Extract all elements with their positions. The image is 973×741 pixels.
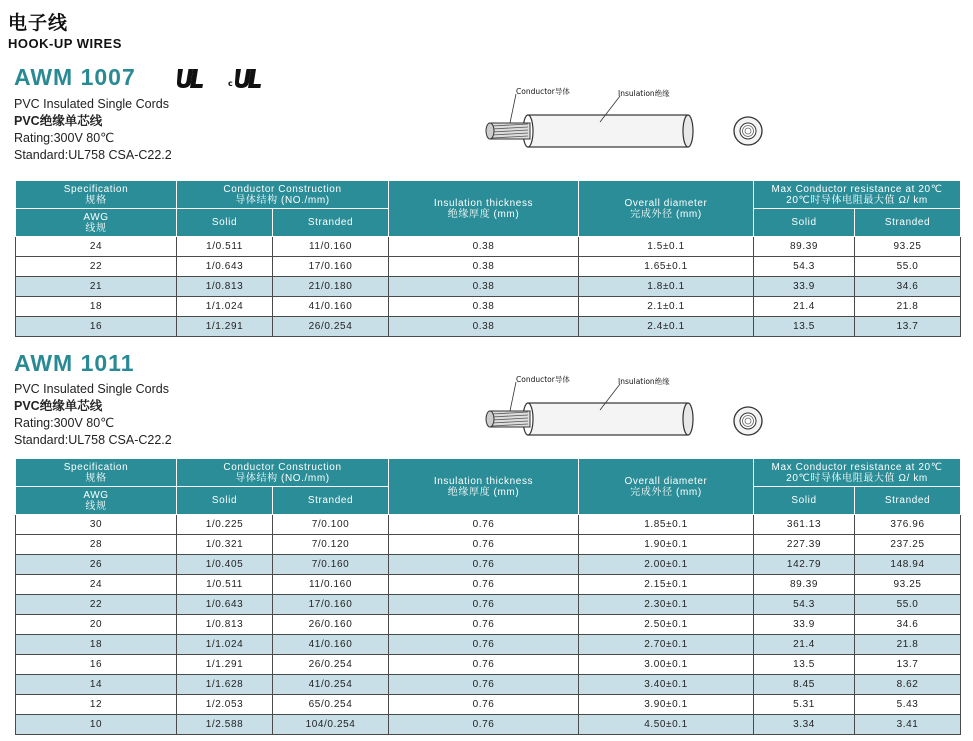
cell-overall-diameter: 1.5±0.1 bbox=[579, 237, 754, 257]
header-max-resistance: Max Conductor resistance at 20℃ 20℃时导体电阻最大值 Ω/ km bbox=[754, 459, 961, 487]
cell-resistance-solid: 5.31 bbox=[754, 695, 855, 715]
cell-solid: 1/0.813 bbox=[177, 277, 273, 297]
cell-solid: 1/0.813 bbox=[177, 615, 273, 635]
standard: Standard:UL758 CSA-C22.2 bbox=[14, 148, 172, 162]
cell-resistance-solid: 33.9 bbox=[754, 615, 855, 635]
cell-overall-diameter: 1.90±0.1 bbox=[579, 535, 754, 555]
cell-solid: 1/1.628 bbox=[177, 675, 273, 695]
section-title-awm1007: AWM 1007 bbox=[14, 64, 136, 90]
header-insulation-thickness: Insulation thickness 绝缘厚度 (mm) bbox=[389, 181, 579, 237]
cell-resistance-solid: 21.4 bbox=[754, 297, 855, 317]
cell-insulation: 0.76 bbox=[389, 715, 579, 735]
cell-overall-diameter: 2.30±0.1 bbox=[579, 595, 754, 615]
conductor-label: Conductor导体 bbox=[516, 375, 570, 384]
cell-awg: 14 bbox=[16, 675, 177, 695]
header-solid: Solid bbox=[177, 209, 273, 237]
cell-solid: 1/0.321 bbox=[177, 535, 273, 555]
desc-cn: PVC绝缘单芯线 bbox=[14, 114, 103, 128]
cell-awg: 22 bbox=[16, 595, 177, 615]
cell-solid: 1/1.024 bbox=[177, 635, 273, 655]
cell-stranded: 7/0.120 bbox=[273, 535, 389, 555]
cell-overall-diameter: 2.1±0.1 bbox=[579, 297, 754, 317]
table-row bbox=[16, 297, 961, 317]
header-conductor-construction: Conductor Construction 导体结构 (NO./mm) bbox=[177, 459, 389, 487]
cell-solid: 1/0.643 bbox=[177, 257, 273, 277]
rating: Rating:300V 80℃ bbox=[14, 416, 115, 430]
cell-overall-diameter: 3.40±0.1 bbox=[579, 675, 754, 695]
cell-solid: 1/1.291 bbox=[177, 317, 273, 337]
rating: Rating:300V 80℃ bbox=[14, 131, 115, 145]
cell-awg: 12 bbox=[16, 695, 177, 715]
desc-en: PVC Insulated Single Cords bbox=[14, 97, 169, 111]
table-body bbox=[16, 515, 961, 735]
cell-stranded: 41/0.160 bbox=[273, 297, 389, 317]
cell-resistance-stranded: 13.7 bbox=[855, 317, 961, 337]
cell-resistance-solid: 89.39 bbox=[754, 575, 855, 595]
ul-recognized-mark bbox=[177, 69, 203, 88]
cell-resistance-stranded: 21.8 bbox=[855, 297, 961, 317]
header-res-stranded: Stranded bbox=[855, 209, 961, 237]
cell-resistance-stranded: 93.25 bbox=[855, 575, 961, 595]
cell-resistance-solid: 54.3 bbox=[754, 257, 855, 277]
header-specification: Specification 规格 bbox=[16, 459, 177, 487]
cell-stranded: 11/0.160 bbox=[273, 575, 389, 595]
header-overall-diameter: Overall diameter 完成外径 (mm) bbox=[579, 459, 754, 515]
cell-resistance-stranded: 8.62 bbox=[855, 675, 961, 695]
cell-stranded: 104/0.254 bbox=[273, 715, 389, 735]
cell-stranded: 26/0.160 bbox=[273, 615, 389, 635]
header-conductor-construction: Conductor Construction 导体结构 (NO./mm) bbox=[177, 181, 389, 209]
cell-stranded: 26/0.254 bbox=[273, 655, 389, 675]
cell-resistance-solid: 361.13 bbox=[754, 515, 855, 535]
insulation-label: Insulation绝缘 bbox=[618, 377, 670, 386]
cell-insulation: 0.76 bbox=[389, 695, 579, 715]
cell-resistance-stranded: 55.0 bbox=[855, 257, 961, 277]
cell-insulation: 0.76 bbox=[389, 655, 579, 675]
header-awg: AWG 线规 bbox=[16, 487, 177, 515]
cell-resistance-stranded: 34.6 bbox=[855, 277, 961, 297]
cell-solid: 1/0.643 bbox=[177, 595, 273, 615]
cell-insulation: 0.76 bbox=[389, 595, 579, 615]
cell-overall-diameter: 2.50±0.1 bbox=[579, 615, 754, 635]
svg-text:c: c bbox=[228, 79, 233, 88]
header-specification: Specification 规格 bbox=[16, 181, 177, 209]
cell-awg: 16 bbox=[16, 655, 177, 675]
wire-cross-section-icon bbox=[732, 115, 764, 147]
cell-stranded: 26/0.254 bbox=[273, 317, 389, 337]
cell-overall-diameter: 4.50±0.1 bbox=[579, 715, 754, 735]
ul-recognized-mark-icon bbox=[176, 66, 276, 90]
cell-stranded: 65/0.254 bbox=[273, 695, 389, 715]
cell-solid: 1/1.024 bbox=[177, 297, 273, 317]
cell-awg: 10 bbox=[16, 715, 177, 735]
cell-stranded: 41/0.160 bbox=[273, 635, 389, 655]
cell-resistance-solid: 3.34 bbox=[754, 715, 855, 735]
cell-resistance-stranded: 21.8 bbox=[855, 635, 961, 655]
header-insulation-thickness: Insulation thickness 绝缘厚度 (mm) bbox=[389, 459, 579, 515]
cell-resistance-stranded: 5.43 bbox=[855, 695, 961, 715]
conductor-label: Conductor导体 bbox=[516, 87, 570, 96]
cell-insulation: 0.38 bbox=[389, 277, 579, 297]
wire-cross-section-icon bbox=[732, 405, 764, 437]
cell-insulation: 0.38 bbox=[389, 297, 579, 317]
cell-stranded: 17/0.160 bbox=[273, 257, 389, 277]
cell-resistance-stranded: 148.94 bbox=[855, 555, 961, 575]
table-row bbox=[16, 695, 961, 715]
cell-resistance-stranded: 376.96 bbox=[855, 515, 961, 535]
cell-resistance-solid: 21.4 bbox=[754, 635, 855, 655]
cell-solid: 1/2.588 bbox=[177, 715, 273, 735]
cell-awg: 16 bbox=[16, 317, 177, 337]
cell-insulation: 0.76 bbox=[389, 555, 579, 575]
cell-insulation: 0.76 bbox=[389, 515, 579, 535]
cell-solid: 1/0.225 bbox=[177, 515, 273, 535]
cell-solid: 1/0.405 bbox=[177, 555, 273, 575]
table-row bbox=[16, 615, 961, 635]
header-solid: Solid bbox=[177, 487, 273, 515]
table-row bbox=[16, 257, 961, 277]
table-row bbox=[16, 515, 961, 535]
cell-overall-diameter: 1.85±0.1 bbox=[579, 515, 754, 535]
page-title-en: HOOK-UP WIRES bbox=[8, 36, 122, 51]
cell-solid: 1/2.053 bbox=[177, 695, 273, 715]
cell-insulation: 0.76 bbox=[389, 635, 579, 655]
cell-awg: 21 bbox=[16, 277, 177, 297]
header-stranded: Stranded bbox=[273, 209, 389, 237]
cell-overall-diameter: 1.8±0.1 bbox=[579, 277, 754, 297]
cell-awg: 22 bbox=[16, 257, 177, 277]
table-body bbox=[16, 237, 961, 337]
cell-resistance-solid: 13.5 bbox=[754, 655, 855, 675]
desc-en: PVC Insulated Single Cords bbox=[14, 382, 169, 396]
cell-awg: 26 bbox=[16, 555, 177, 575]
cell-awg: 28 bbox=[16, 535, 177, 555]
cell-awg: 18 bbox=[16, 635, 177, 655]
cell-awg: 18 bbox=[16, 297, 177, 317]
cell-awg: 24 bbox=[16, 237, 177, 257]
cell-resistance-solid: 8.45 bbox=[754, 675, 855, 695]
standard: Standard:UL758 CSA-C22.2 bbox=[14, 433, 172, 447]
c-ul-recognized-mark bbox=[228, 69, 261, 88]
cell-insulation: 0.76 bbox=[389, 535, 579, 555]
table-row bbox=[16, 635, 961, 655]
table-row bbox=[16, 277, 961, 297]
cell-resistance-solid: 33.9 bbox=[754, 277, 855, 297]
header-overall-diameter: Overall diameter 完成外径 (mm) bbox=[579, 181, 754, 237]
cell-stranded: 41/0.254 bbox=[273, 675, 389, 695]
cell-solid: 1/1.291 bbox=[177, 655, 273, 675]
cell-resistance-solid: 227.39 bbox=[754, 535, 855, 555]
desc-cn: PVC绝缘单芯线 bbox=[14, 399, 103, 413]
header-max-resistance: Max Conductor resistance at 20℃ 20℃时导体电阻最大值 Ω/ km bbox=[754, 181, 961, 209]
header-res-solid: Solid bbox=[754, 487, 855, 515]
cell-overall-diameter: 3.00±0.1 bbox=[579, 655, 754, 675]
table-row bbox=[16, 555, 961, 575]
spec-table-awm1011 bbox=[15, 458, 961, 735]
cell-resistance-solid: 13.5 bbox=[754, 317, 855, 337]
cell-resistance-stranded: 237.25 bbox=[855, 535, 961, 555]
cell-overall-diameter: 2.15±0.1 bbox=[579, 575, 754, 595]
cell-overall-diameter: 1.65±0.1 bbox=[579, 257, 754, 277]
cell-resistance-stranded: 93.25 bbox=[855, 237, 961, 257]
cell-insulation: 0.38 bbox=[389, 237, 579, 257]
cell-awg: 20 bbox=[16, 615, 177, 635]
cell-resistance-stranded: 55.0 bbox=[855, 595, 961, 615]
header-awg: AWG 线规 bbox=[16, 209, 177, 237]
cell-overall-diameter: 3.90±0.1 bbox=[579, 695, 754, 715]
table-row bbox=[16, 595, 961, 615]
table-row bbox=[16, 317, 961, 337]
cell-stranded: 7/0.100 bbox=[273, 515, 389, 535]
cell-overall-diameter: 2.4±0.1 bbox=[579, 317, 754, 337]
cell-solid: 1/0.511 bbox=[177, 575, 273, 595]
section-title-awm1011: AWM 1011 bbox=[14, 350, 135, 376]
header-res-stranded: Stranded bbox=[855, 487, 961, 515]
cell-resistance-solid: 142.79 bbox=[754, 555, 855, 575]
cell-stranded: 11/0.160 bbox=[273, 237, 389, 257]
page-title-cn: 电子线 bbox=[8, 13, 69, 34]
cell-resistance-solid: 89.39 bbox=[754, 237, 855, 257]
table-row bbox=[16, 675, 961, 695]
cell-awg: 30 bbox=[16, 515, 177, 535]
cell-insulation: 0.76 bbox=[389, 615, 579, 635]
cell-overall-diameter: 2.00±0.1 bbox=[579, 555, 754, 575]
cell-resistance-solid: 54.3 bbox=[754, 595, 855, 615]
table-row bbox=[16, 237, 961, 257]
cell-solid: 1/0.511 bbox=[177, 237, 273, 257]
wire-diagram-awm1007 bbox=[470, 82, 710, 162]
cell-resistance-stranded: 34.6 bbox=[855, 615, 961, 635]
cell-stranded: 17/0.160 bbox=[273, 595, 389, 615]
table-row bbox=[16, 715, 961, 735]
table-row bbox=[16, 535, 961, 555]
cell-insulation: 0.76 bbox=[389, 675, 579, 695]
insulation-label: Insulation绝缘 bbox=[618, 89, 670, 98]
cell-overall-diameter: 2.70±0.1 bbox=[579, 635, 754, 655]
table-row bbox=[16, 575, 961, 595]
cell-insulation: 0.38 bbox=[389, 317, 579, 337]
cell-insulation: 0.76 bbox=[389, 575, 579, 595]
cell-stranded: 21/0.180 bbox=[273, 277, 389, 297]
cell-resistance-stranded: 13.7 bbox=[855, 655, 961, 675]
section-desc-awm1007 bbox=[14, 96, 172, 164]
wire-diagram-awm1011 bbox=[470, 370, 710, 450]
section-desc-awm1011 bbox=[14, 381, 172, 449]
spec-table-awm1007 bbox=[15, 180, 961, 337]
cell-insulation: 0.38 bbox=[389, 257, 579, 277]
cell-stranded: 7/0.160 bbox=[273, 555, 389, 575]
cell-resistance-stranded: 3.41 bbox=[855, 715, 961, 735]
cell-awg: 24 bbox=[16, 575, 177, 595]
header-stranded: Stranded bbox=[273, 487, 389, 515]
table-row bbox=[16, 655, 961, 675]
header-res-solid: Solid bbox=[754, 209, 855, 237]
